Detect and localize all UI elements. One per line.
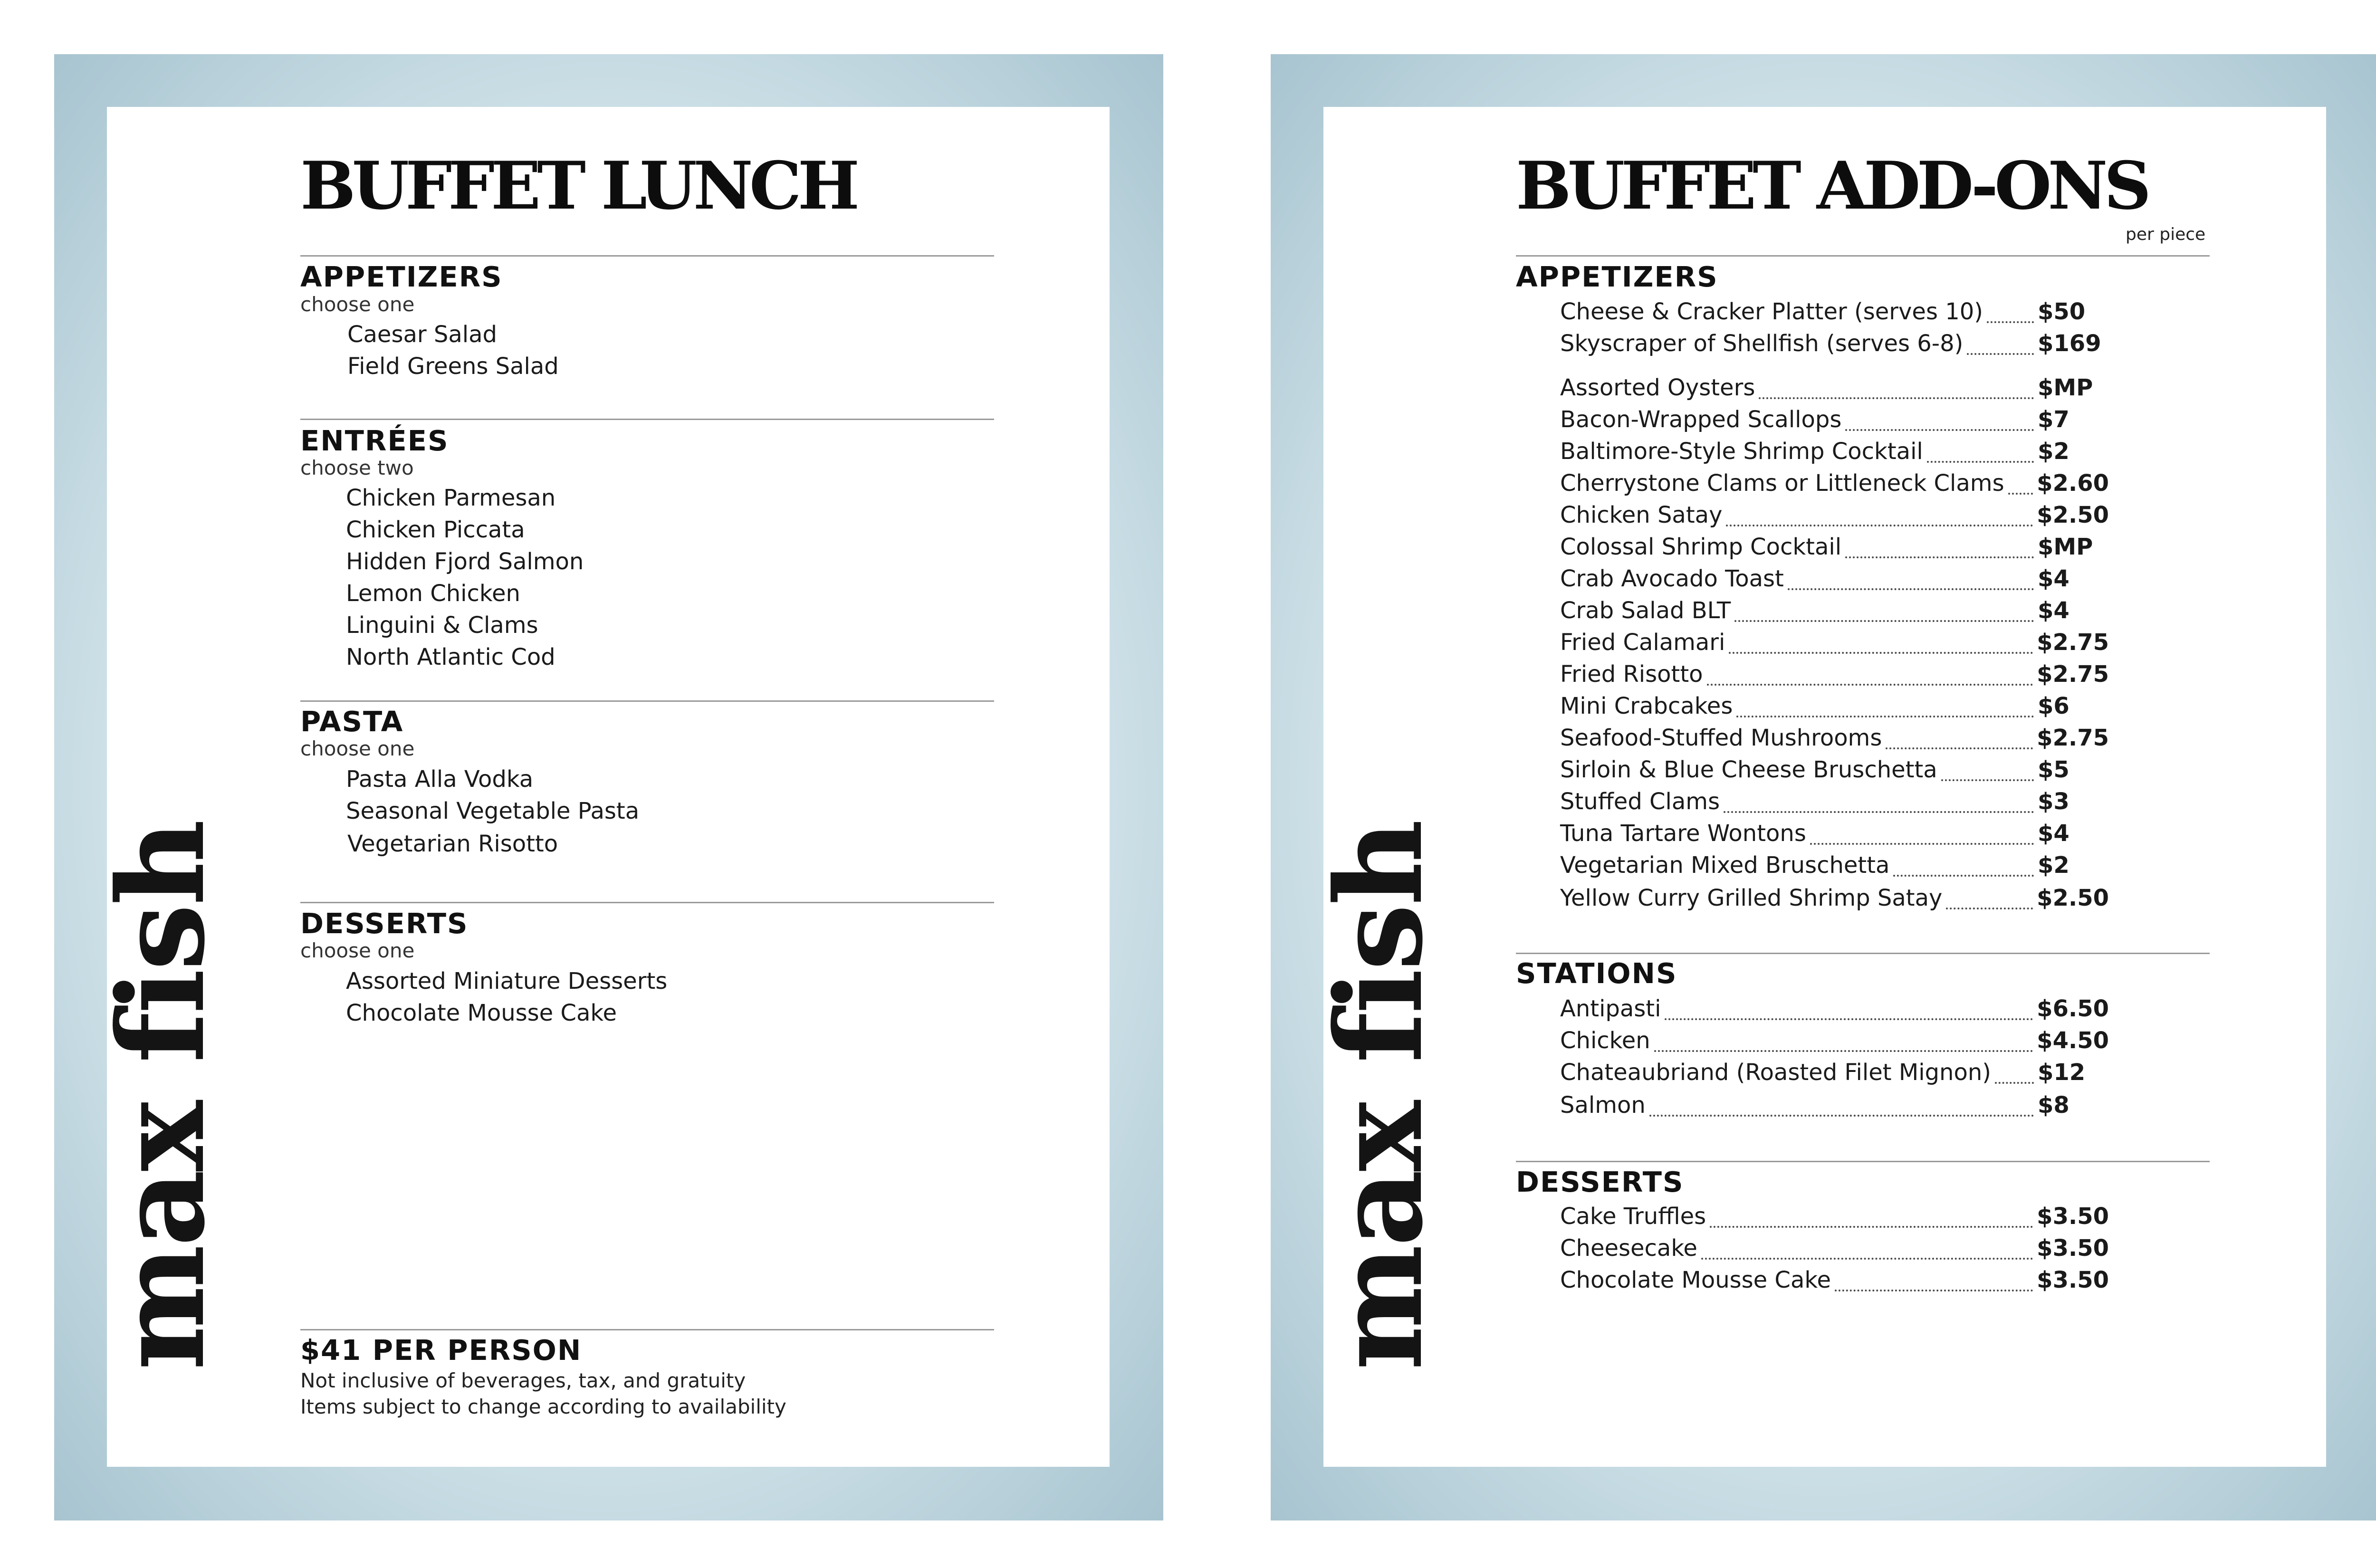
section-heading-stations: STATIONS [1516, 957, 1677, 990]
footnote: Not inclusive of beverages, tax, and gratuity [300, 1369, 746, 1392]
section-divider [300, 255, 994, 257]
leader-dots [1726, 525, 2033, 526]
leader-dots [1707, 684, 2033, 686]
leader-dots [1886, 747, 2033, 749]
section-divider [1516, 255, 2210, 257]
priced-item: Yellow Curry Grilled Shrimp Satay $2.50 [1560, 885, 2109, 911]
section-divider [1516, 953, 2210, 954]
leader-dots [1736, 716, 2034, 717]
menu-item: Field Greens Salad [347, 353, 559, 380]
menu-item: Caesar Salad [347, 321, 497, 348]
priced-item: Cheesecake $3.50 [1560, 1235, 2109, 1262]
priced-item: Stuffed Clams $3 [1560, 788, 2069, 815]
leader-dots [1729, 652, 2033, 654]
menu-item: Chicken Parmesan [346, 485, 556, 511]
section-note: choose one [300, 939, 415, 962]
priced-item: Cake Truffles $3.50 [1560, 1203, 2109, 1230]
menu-item: Chocolate Mousse Cake [346, 1000, 617, 1026]
leader-dots [1941, 779, 2034, 781]
price-per-person: $41 PER PERSON [300, 1334, 582, 1367]
priced-item: Cheese & Cracker Platter (serves 10) $50 [1560, 298, 2086, 325]
leader-dots [1967, 353, 2034, 355]
lunch-menu-card [107, 107, 1110, 1467]
menu-item: Seasonal Vegetable Pasta [346, 798, 640, 824]
priced-item: Chateaubriand (Roasted Filet Mignon) $12 [1560, 1059, 2086, 1086]
menu-item: Assorted Miniature Desserts [346, 968, 668, 994]
priced-item: Chicken $4.50 [1560, 1027, 2109, 1054]
page-title: BUFFET ADD-ONS [1516, 147, 2148, 224]
leader-dots [1665, 1018, 2033, 1020]
leader-dots [1987, 321, 2034, 323]
section-note: choose two [300, 456, 414, 479]
section-heading-desserts: DESSERTS [300, 907, 469, 940]
section-heading-appetizers: APPETIZERS [1516, 260, 1718, 293]
leader-dots [1788, 588, 2034, 590]
priced-item: Fried Risotto $2.75 [1560, 661, 2109, 688]
section-heading-appetizers: APPETIZERS [300, 260, 503, 293]
leader-dots [1649, 1115, 2034, 1117]
section-divider [300, 700, 994, 702]
section-divider [300, 419, 994, 420]
priced-item: Vegetarian Mixed Bruschetta $2 [1560, 852, 2069, 879]
priced-item: Chicken Satay $2.50 [1560, 502, 2109, 528]
leader-dots [1701, 1258, 2033, 1260]
section-heading-desserts: DESSERTS [1516, 1166, 1684, 1198]
menu-item: Vegetarian Risotto [347, 831, 558, 857]
priced-item: Colossal Shrimp Cocktail $MP [1560, 534, 2093, 560]
leader-dots [1810, 843, 2034, 845]
unit-note: per piece [2126, 225, 2206, 244]
section-heading-pasta: PASTA [300, 705, 404, 738]
page-title: BUFFET LUNCH [300, 147, 856, 224]
priced-item: Baltimore-Style Shrimp Cocktail $2 [1560, 438, 2069, 465]
priced-item: Assorted Oysters $MP [1560, 374, 2093, 401]
priced-item: Cherrystone Clams or Littleneck Clams $2.60 [1560, 470, 2109, 497]
leader-dots [1845, 429, 2034, 431]
menu-item: Linguini & Clams [346, 612, 538, 639]
priced-item: Antipasti $6.50 [1560, 995, 2109, 1022]
priced-item: Tuna Tartare Wontons $4 [1560, 820, 2069, 847]
section-note: choose one [300, 293, 415, 316]
leader-dots [1845, 556, 2034, 558]
footnote: Items subject to change according to availability [300, 1395, 786, 1418]
section-divider [300, 1329, 994, 1330]
priced-item: Chocolate Mousse Cake $3.50 [1560, 1267, 2109, 1293]
brand-logo: max fish [91, 821, 231, 1370]
menu-item: Hidden Fjord Salmon [346, 548, 584, 575]
leader-dots [1654, 1050, 2033, 1052]
priced-item: Mini Crabcakes $6 [1560, 693, 2069, 719]
section-divider [1516, 1161, 2210, 1162]
section-note: choose one [300, 737, 415, 760]
priced-item: Crab Avocado Toast $4 [1560, 565, 2069, 592]
priced-item: Fried Calamari $2.75 [1560, 629, 2109, 656]
priced-item: Crab Salad BLT $4 [1560, 597, 2069, 624]
leader-dots [1995, 1082, 2034, 1084]
leader-dots [1835, 1290, 2033, 1291]
menu-item: Pasta Alla Vodka [346, 766, 534, 793]
brand-logo: max fish [1309, 821, 1449, 1370]
priced-item: Bacon-Wrapped Scallops $7 [1560, 406, 2069, 433]
leader-dots [1710, 1226, 2033, 1228]
menu-item: Lemon Chicken [346, 580, 520, 607]
priced-item: Sirloin & Blue Cheese Bruschetta $5 [1560, 756, 2069, 783]
priced-item: Seafood-Stuffed Mushrooms $2.75 [1560, 725, 2109, 751]
leader-dots [1927, 461, 2034, 463]
priced-item: Skyscraper of Shellfish (serves 6-8) $169 [1560, 330, 2101, 357]
leader-dots [2008, 493, 2033, 495]
leader-dots [1893, 875, 2034, 877]
menu-item: Chicken Piccata [346, 516, 525, 543]
priced-item: Salmon $8 [1560, 1092, 2069, 1119]
section-heading-entrees: ENTRÉES [300, 424, 449, 457]
section-divider [300, 902, 994, 903]
leader-dots [1734, 620, 2034, 622]
leader-dots [1724, 811, 2034, 813]
leader-dots [1759, 397, 2034, 399]
leader-dots [1946, 908, 2033, 909]
menu-item: North Atlantic Cod [346, 644, 556, 670]
